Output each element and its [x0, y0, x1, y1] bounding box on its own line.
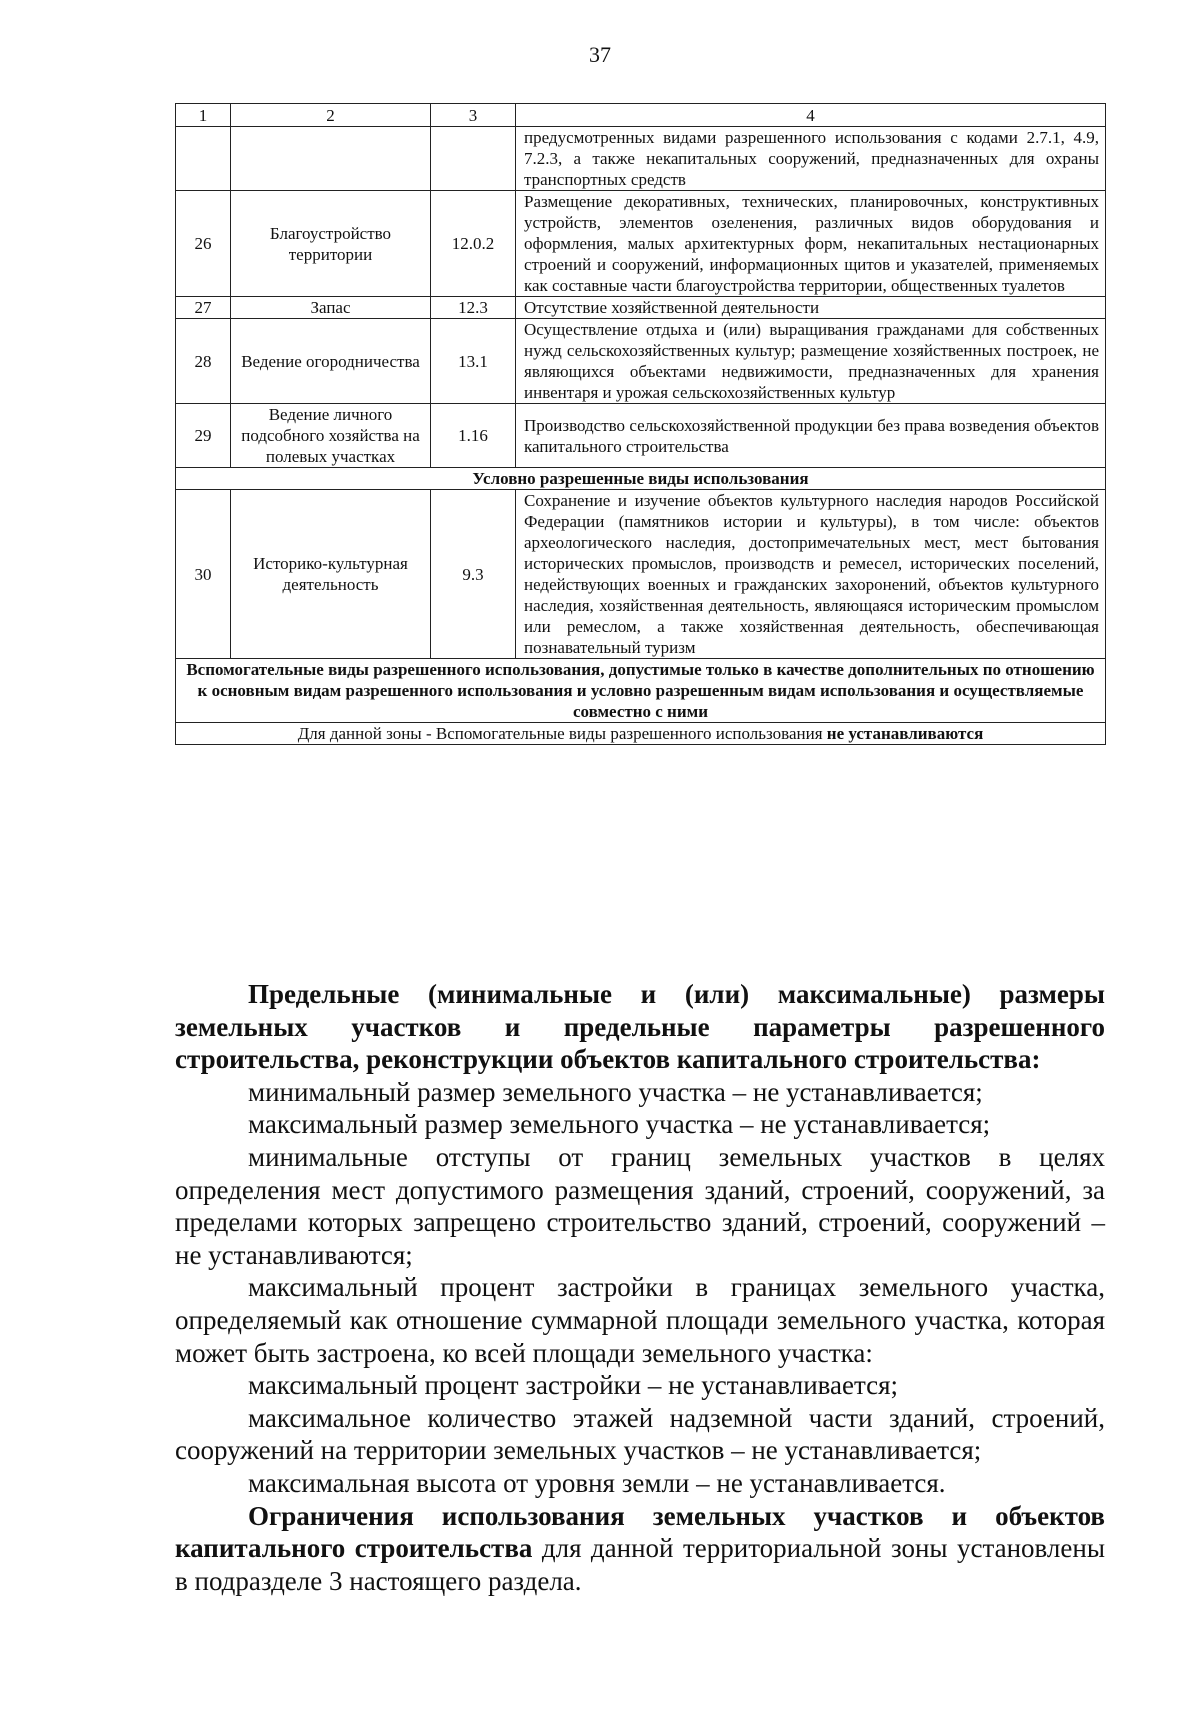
restrictions-paragraph [175, 1500, 1105, 1598]
row-name: Благоустройство территории [231, 191, 431, 297]
table-header-cell: 3 [431, 104, 516, 127]
table-row [176, 490, 1106, 659]
row-name: Запас [231, 297, 431, 319]
parameter-paragraph: минимальный размер земельного участка – не устанавливается; [248, 1076, 983, 1107]
row-number: 30 [176, 490, 231, 659]
table-header-cell: 2 [231, 104, 431, 127]
row-name: Историко-культурная деятельность [231, 490, 431, 659]
table-header-cell: 4 [516, 104, 1106, 127]
parameter-paragraph: максимальное количество этажей надземной части зданий, строений, сооружений на территории земельных участков – не устанавливается; [175, 1402, 1105, 1466]
row-description: Отсутствие хозяйственной деятельности [516, 297, 1106, 319]
parameter-paragraph: минимальные отступы от границ земельных участков в целях определения мест допустимого размещения зданий, строений, сооружений, за пределами которых запрещено строительство зданий, строений, сооружений – не устанавливаются; [175, 1141, 1105, 1270]
auxiliary-uses-note [176, 723, 1106, 745]
row-code: 1.16 [431, 404, 516, 468]
row-description: Производство сельскохозяйственной продукции без права возведения объектов капитального строительства [516, 404, 1106, 468]
table-row [176, 404, 1106, 468]
row-name: Ведение личного подсобного хозяйства на полевых участках [231, 404, 431, 468]
row-name [231, 127, 431, 191]
section-header-row [176, 659, 1106, 723]
auxiliary-note-bold: не устанавливаются [826, 724, 984, 743]
row-description: Осуществление отдыха и (или) выращивания гражданами для собственных нужд сельскохозяйственных культур; размещение хозяйственных построек, не являющихся объектами недвижимости, предназначенных для хранения инвентаря и урожая сельскохозяйственных культур [516, 319, 1106, 404]
table-row [176, 127, 1106, 191]
table-row [176, 723, 1106, 745]
row-code: 9.3 [431, 490, 516, 659]
row-description: Размещение декоративных, технических, планировочных, конструктивных устройств, элементов озеленения, различных видов оборудования и оформления, малых архитектурных форм, некапитальных нестационарных строений и сооружений, информационных щитов и указателей, применяемых как составные части благоустройства территории, общественных туалетов [516, 191, 1106, 297]
conditional-uses-header: Условно разрешенные виды использования [176, 468, 1106, 490]
table-header-row [176, 104, 1106, 127]
row-number: 27 [176, 297, 231, 319]
row-number [176, 127, 231, 191]
row-name: Ведение огородничества [231, 319, 431, 404]
row-number: 26 [176, 191, 231, 297]
section-header-row [176, 468, 1106, 490]
auxiliary-note-prefix: Для данной зоны - Вспомогательные виды разрешенного использования [297, 724, 827, 743]
row-code [431, 127, 516, 191]
row-number: 29 [176, 404, 231, 468]
parameter-paragraph: максимальный процент застройки в границах земельного участка, определяемый как отношение суммарной площади земельного участка, которая может быть застроена, ко всей площади земельного участка: [175, 1272, 1105, 1368]
restrictions-rest: для данной территориальной зоны установлены в подразделе 3 настоящего раздела. [175, 1533, 1105, 1596]
table-row [176, 297, 1106, 319]
table-row [176, 319, 1106, 404]
row-code: 12.0.2 [431, 191, 516, 297]
restrictions-bold: Ограничения использования земельных участков и объектов капитального строительства [175, 1500, 1105, 1564]
parameters-section [175, 978, 1105, 1597]
parameter-paragraph: максимальный размер земельного участка – не устанавливается; [248, 1109, 991, 1140]
row-number: 28 [176, 319, 231, 404]
table-header-cell: 1 [176, 104, 231, 127]
row-description: Сохранение и изучение объектов культурного наследия народов Российской Федерации (памятников истории и культуры), в том числе: объектов археологического наследия, достопримечательных мест, мест бытования исторических промыслов, производств и ремесел, исторических поселений, недействующих военных и гражданских захоронений, объектов культурного наследия, хозяйственная деятельность, являющаяся историческим промыслом или ремеслом, а также хозяйственная деятельность, обеспечивающая познавательный туризм [516, 490, 1106, 659]
row-code: 12.3 [431, 297, 516, 319]
land-use-table [175, 103, 1106, 745]
row-code: 13.1 [431, 319, 516, 404]
parameters-heading: Предельные (минимальные и (или) максимальные) размеры земельных участков и предельные параметры разрешенного строительства, реконструкции объектов капитального строительства: [175, 979, 1105, 1075]
parameter-paragraph: максимальный процент застройки – не устанавливается; [248, 1370, 899, 1401]
auxiliary-uses-header: Вспомогательные виды разрешенного использования, допустимые только в качестве дополнительных по отношению к основным видам разрешенного использования и условно разрешенным видам использования и осуществляемые совместно с ними [176, 659, 1106, 723]
page-number: 37 [589, 42, 611, 67]
row-description: предусмотренных видами разрешенного использования с кодами 2.7.1, 4.9, 7.2.3, а также некапитальных сооружений, предназначенных для охраны транспортных средств [516, 127, 1106, 191]
table-row [176, 191, 1106, 297]
parameter-paragraph: максимальная высота от уровня земли – не устанавливается. [248, 1467, 946, 1498]
